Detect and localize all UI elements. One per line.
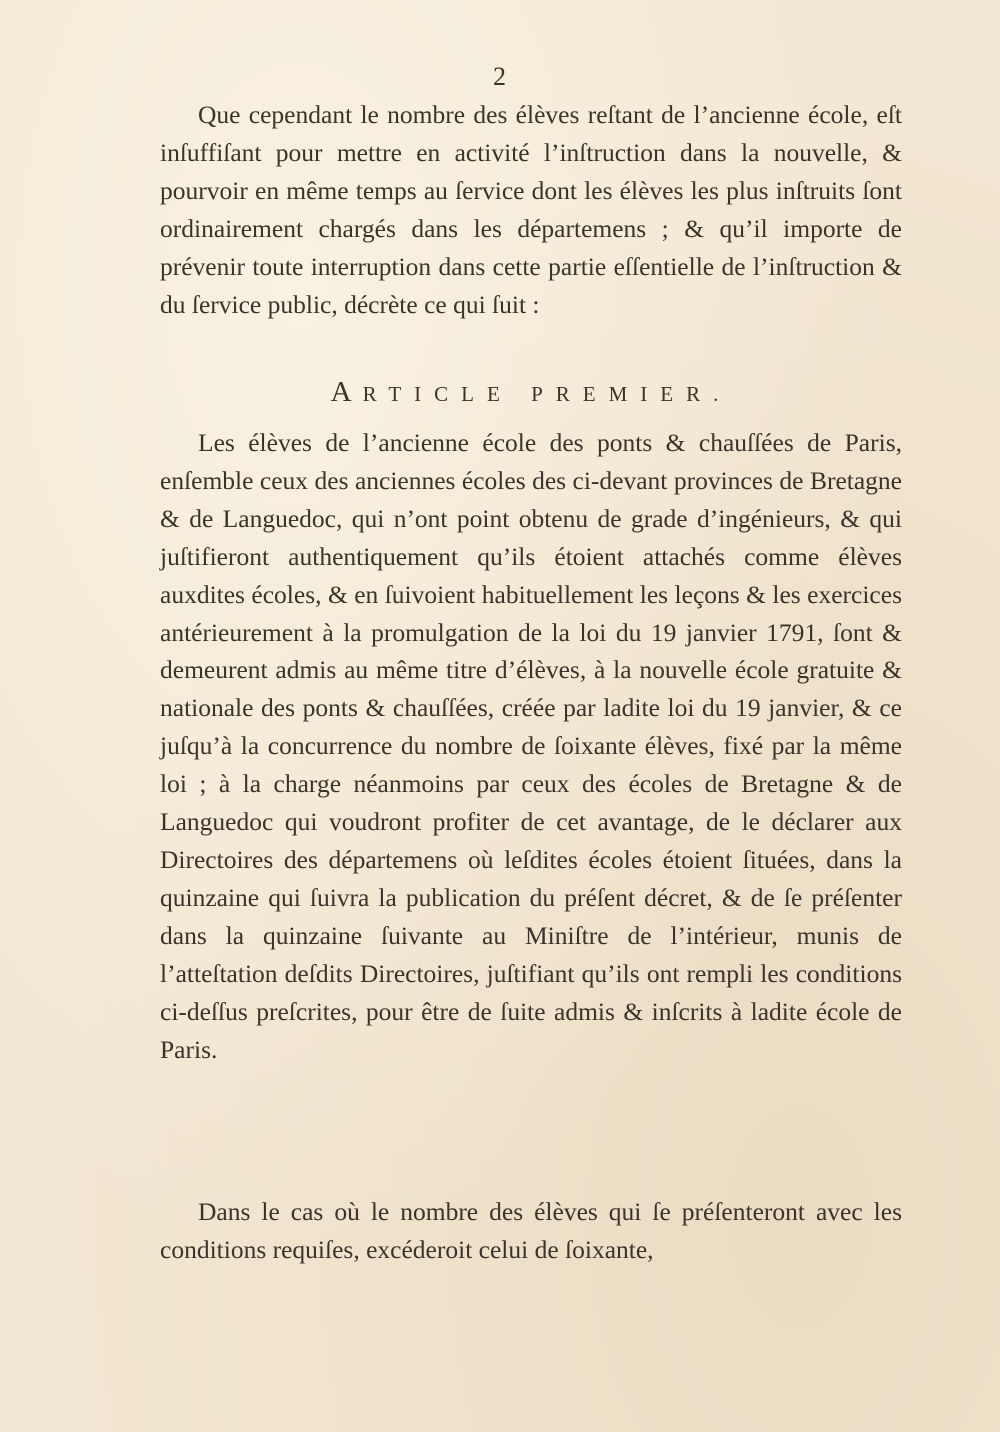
article-heading — [160, 376, 902, 409]
intro-paragraph: Que cependant le nombre des élèves reſtant de l’ancienne école, eſt inſuffiſant pour mettre en activité l’inſtruction dans la nouvelle, & pourvoir en même temps au ſervice dont les élèves les plus inſtruits ſont ordinairement chargés dans les départemens ; & qu’il importe de prévenir toute interruption dans cette partie eſſentielle de l’inſtruction & du ſervice public, décrète ce qui ſuit : — [160, 100, 902, 319]
intro-section — [160, 96, 902, 323]
article-heading-initial: A — [330, 376, 363, 408]
article-heading-text: RTICLE PREMIER. — [362, 382, 732, 406]
page-number: 2 — [493, 62, 507, 91]
closing-paragraph: Dans le cas où le nombre des élèves qui ſe préſenteront avec les conditions requiſes, excéderoit celui de ſoixante, — [160, 1197, 902, 1264]
closing-section — [160, 1193, 902, 1269]
article-paragraph: Les élèves de l’ancienne école des ponts & chauſſées de Paris, enſemble ceux des anciennes écoles des ci-devant provinces de Bretagne & de Languedoc, qui n’ont point obtenu de grade d’ingénieurs, & qui juſtifieront authentiquement qu’ils étoient attachés comme élèves auxdites écoles, & en ſuivoient habituellement les leçons & les exercices antérieurement à la promulgation de la loi du 19 janvier 1791, ſont & demeurent admis au même titre d’élèves, à la nouvelle école gratuite & nationale des ponts & chauſſées, créée par ladite loi du 19 janvier, & ce juſqu’à la concurrence du nombre de ſoixante élèves, fixé par la même loi ; à la charge néanmoins par ceux des écoles de Bretagne & de Languedoc qui voudront profiter de cet avantage, de le déclarer aux Directoires des départemens où leſdites écoles étoient ſituées, dans la quinzaine qui ſuivra la publication du préſent décret, & de ſe préſenter dans la quinzaine ſuivante au Miniſtre de l’intérieur, munis de l’atteſtation deſdits Directoires, juſtifiant qu’ils ont rempli les conditions ci-deſſus preſcrites, pour être de ſuite admis & inſcrits à ladite école de Paris. — [160, 428, 902, 1064]
article-section — [160, 424, 902, 1068]
